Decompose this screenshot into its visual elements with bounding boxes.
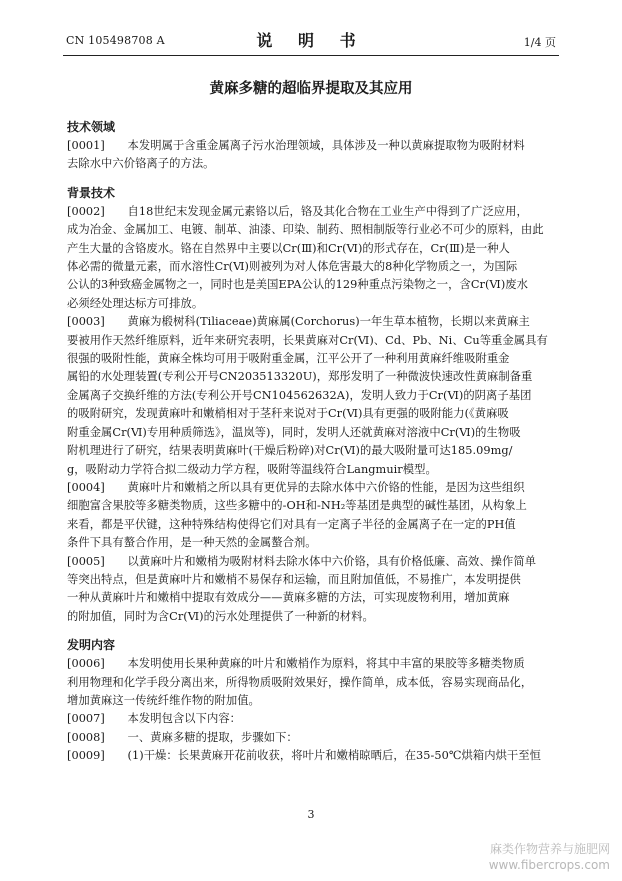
document-type: 说 明 书 [256, 31, 366, 50]
paragraph-line: 附重金属Cr(Ⅵ)专用种质筛选》，温岚等)，同时，发明人还就黄麻对溶液中Cr(Ⅵ)的生物吸 [67, 425, 521, 439]
paragraph-line: 要被用作天然纤维原料，近年来研究表明，长果黄麻对Cr(Ⅵ)、Cd、Pb、Ni、Cu等重金属具有 [67, 333, 548, 347]
paragraph-0003 [67, 313, 559, 479]
paragraph-line: 细胞富含果胶等多糖类物质，这些多糖中的-OH和-NH₂等基团是典型的碱性基团，从构象上 [67, 499, 527, 513]
document-title: 黄麻多糖的超临界提取及其应用 [209, 80, 413, 97]
paragraph-line: [0005] 以黄麻叶片和嫩梢为吸附材料去除水体中六价铬，具有价格低廉、高效、操作简单 [67, 554, 537, 568]
header-rule [63, 55, 559, 56]
paragraph-line: 来看，都是平伏键，这种特殊结构使得它们对具有一定离子半径的金属离子在一定的PH值 [67, 517, 516, 531]
paragraph-line: 的附加值，同时为含Cr(Ⅵ)的污水处理提供了一种新的材料。 [67, 609, 374, 623]
paragraph-line: [0002] 自18世纪末发现金属元素铬以后，铬及其化合物在工业生产中得到了广泛应用， [67, 204, 528, 218]
paragraph-line: 体必需的微量元素，而水溶性Cr(Ⅵ)则被列为对人体危害最大的8种化学物质之一，为国际 [67, 260, 518, 274]
paragraph-line: [0001] 本发明属于含重金属离子污水治理领域，具体涉及一种以黄麻提取物为吸附材料 [67, 139, 525, 152]
section-heading-background: 背景技术 [67, 185, 116, 200]
paragraph-line: g，吸附动力学符合拟二级动力学方程，吸附等温线符合Langmuir模型。 [67, 462, 437, 476]
paragraph-line: 很强的吸附性能，黄麻全株均可用于吸附重金属，江平公开了一种利用黄麻纤维吸附重金 [67, 352, 510, 366]
paragraph-line: 利用物理和化学手段分离出来，所得物质吸附效果好，操作简单，成本低，容易实现商品化， [67, 675, 533, 689]
paragraph-line: 一种从黄麻叶片和嫩梢中提取有效成分——黄麻多糖的方法，可实现废物利用，增加黄麻 [67, 591, 510, 605]
paragraph-line: [0004] 黄麻叶片和嫩梢之所以具有更优异的去除水体中六价铬的性能，是因为这些组织 [67, 480, 525, 494]
paragraph-0001 [67, 137, 559, 174]
paragraph-0006 [67, 655, 559, 710]
paragraph-line: 附机理进行了研究，结果表明黄麻叶(干燥后粉碎)对Cr(Ⅵ)的最大吸附量可达185.09mg/ [67, 444, 513, 458]
paragraph-line: 去除水中六价铬离子的方法。 [67, 157, 215, 171]
section-heading-technical-field: 技术领域 [67, 120, 116, 134]
page-header [66, 28, 556, 52]
paragraph-line: 公认的3种致癌金属物之一，同时也是美国EPA公认的129种重点污染物之一，含Cr(Ⅵ)废水 [67, 278, 528, 292]
paragraph-line: 金属离子交换纤维的方法(专利公开号CN104562632A)，发明人致力于Cr(Ⅵ)的阴离子基团 [67, 388, 532, 402]
paragraph-line: [0009] (1)干燥：长果黄麻开花前收获，将叶片和嫩梢晾晒后，在35-50℃烘箱内烘干至恒 [67, 749, 541, 763]
paragraph-line: 增加黄麻这一传统纤维作物的附加值。 [67, 693, 260, 707]
paragraph-0002 [67, 203, 559, 313]
paragraph-line: 属铅的水处理装置(专利公开号CN203513320U)，郑彤发明了一种微波快速改性黄麻制备重 [67, 370, 533, 384]
paragraph-0009 [67, 747, 559, 765]
paragraph-line: 条件下具有螯合作用，是一种天然的金属螯合剂。 [67, 536, 317, 550]
paragraph-0005 [67, 553, 559, 627]
paragraph-line: 等突出特点，但是黄麻叶片和嫩梢不易保存和运输，而且附加值低，不易推广，本发明提供 [67, 572, 521, 586]
paragraph-line: 的吸附研究，发现黄麻叶和嫩梢相对于茎秆来说对于Cr(Ⅵ)具有更强的吸附能力(《黄麻吸 [67, 407, 509, 421]
watermark-site-name: 麻类作物营养与施肥网 [489, 842, 610, 856]
paragraph-0007 [67, 710, 559, 728]
page-number: 3 [307, 808, 315, 821]
section-heading-summary: 发明内容 [67, 638, 116, 653]
watermark [470, 841, 610, 873]
patent-number: CN 105498708 A [66, 34, 165, 47]
paragraph-line: 成为冶金、金属加工、电镀、制革、油漆、印染、制药、照相制版等行业必不可少的原料，由此 [67, 223, 544, 237]
watermark-url: www.fibercrops.com [488, 858, 610, 872]
paragraph-line: [0003] 黄麻为椴树科(Tiliaceae)黄麻属(Corchorus)一年生草本植物，长期以来黄麻主 [67, 315, 530, 329]
paragraph-line: [0007] 本发明包含以下内容： [67, 712, 242, 726]
paragraph-0008 [67, 729, 559, 747]
paragraph-line: [0008] 一、黄麻多糖的提取，步骤如下： [67, 730, 298, 744]
paragraph-line: 必须经处理达标方可排放。 [67, 296, 204, 310]
document-body [67, 118, 559, 766]
paragraph-line: [0006] 本发明使用长果种黄麻的叶片和嫩梢作为原料，将其中丰富的果胶等多糖类物质 [67, 657, 525, 671]
paragraph-0004 [67, 479, 559, 553]
page-indicator: 1/4 页 [523, 36, 556, 49]
paragraph-line: 产生大量的含铬废水。铬在自然界中主要以Cr(Ⅲ)和Cr(Ⅵ)的形式存在，Cr(Ⅲ)是一种人 [67, 241, 510, 255]
